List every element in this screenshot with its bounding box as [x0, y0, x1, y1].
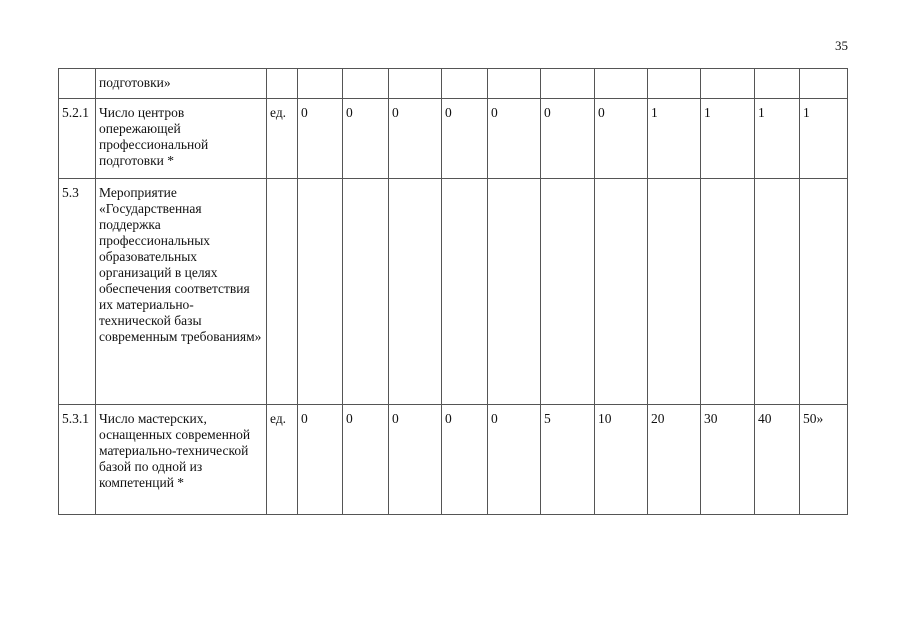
value-cell: [442, 179, 488, 405]
value-cell: 30: [701, 405, 755, 515]
value-cell: 1: [800, 99, 848, 179]
table-row: [59, 99, 848, 179]
row-number-cell: 5.3: [59, 179, 96, 405]
value-cell: [442, 69, 488, 99]
value-cell: 0: [343, 405, 389, 515]
unit-cell: ед.: [267, 99, 298, 179]
value-cell: 0: [298, 99, 343, 179]
value-cell: [298, 179, 343, 405]
indicator-name-cell: Число мастерских, оснащенных современной материально-технической базой по одной из компетенций *: [96, 405, 267, 515]
indicator-name-cell: Число центров опережающей профессиональной подготовки *: [96, 99, 267, 179]
value-cell: [648, 69, 701, 99]
indicator-table: [58, 68, 848, 515]
page-number: 35: [835, 38, 848, 53]
value-cell: 1: [701, 99, 755, 179]
value-cell: 0: [442, 405, 488, 515]
value-cell: 20: [648, 405, 701, 515]
value-cell: 0: [389, 99, 442, 179]
value-cell: [541, 179, 595, 405]
value-cell: [648, 179, 701, 405]
value-cell: 0: [541, 99, 595, 179]
value-cell: [701, 179, 755, 405]
value-cell: [800, 179, 848, 405]
value-cell: 5: [541, 405, 595, 515]
value-cell: [595, 179, 648, 405]
value-cell: [389, 179, 442, 405]
unit-cell: ед.: [267, 405, 298, 515]
value-cell: 0: [595, 99, 648, 179]
row-number-cell: 5.2.1: [59, 99, 96, 179]
unit-cell: [267, 179, 298, 405]
unit-cell: [267, 69, 298, 99]
indicator-name-cell: Мероприятие «Государственная поддержка профессиональных образовательных организаций в целях обеспечения соответствия их материально-технической базы современным требованиям»: [96, 179, 267, 405]
value-cell: [541, 69, 595, 99]
value-cell: 0: [343, 99, 389, 179]
value-cell: 50»: [800, 405, 848, 515]
value-cell: 1: [755, 99, 800, 179]
value-cell: [755, 179, 800, 405]
value-cell: 0: [442, 99, 488, 179]
table-row: [59, 179, 848, 405]
value-cell: [595, 69, 648, 99]
value-cell: [701, 69, 755, 99]
value-cell: [800, 69, 848, 99]
value-cell: 1: [648, 99, 701, 179]
table-row: [59, 69, 848, 99]
table-row: [59, 405, 848, 515]
row-number-cell: 5.3.1: [59, 405, 96, 515]
value-cell: 40: [755, 405, 800, 515]
indicator-name-cell: подготовки»: [96, 69, 267, 99]
value-cell: [488, 179, 541, 405]
value-cell: 0: [488, 99, 541, 179]
value-cell: 0: [298, 405, 343, 515]
value-cell: [298, 69, 343, 99]
row-number-cell: [59, 69, 96, 99]
value-cell: [755, 69, 800, 99]
value-cell: 10: [595, 405, 648, 515]
value-cell: 0: [389, 405, 442, 515]
value-cell: 0: [488, 405, 541, 515]
value-cell: [488, 69, 541, 99]
value-cell: [389, 69, 442, 99]
value-cell: [343, 179, 389, 405]
value-cell: [343, 69, 389, 99]
